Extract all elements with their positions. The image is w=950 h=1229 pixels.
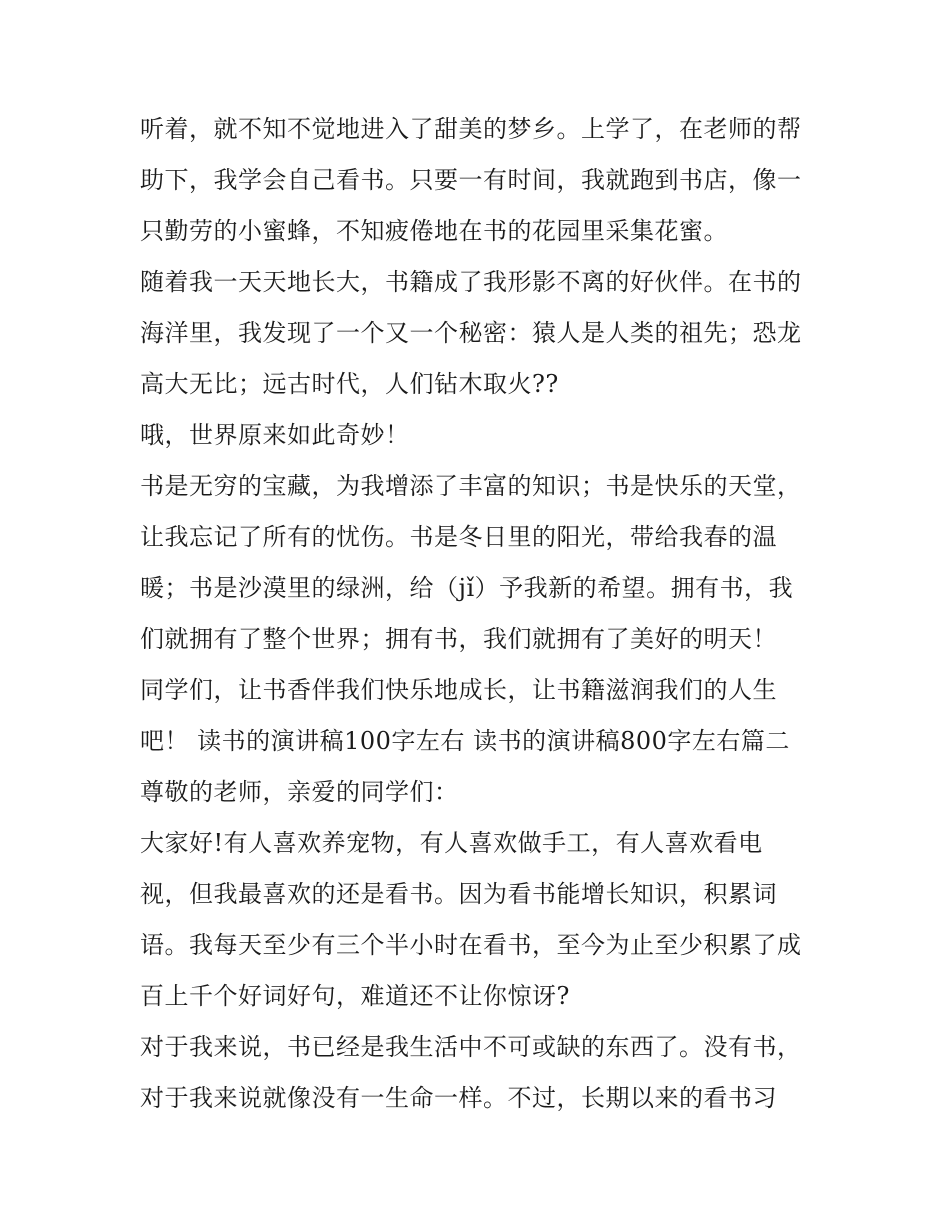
- text-line: 海洋里，我发现了一个又一个秘密：猿人是人类的祖先；恐龙: [140, 319, 802, 347]
- text-line: 吧！ 读书的演讲稿100字左右 读书的演讲稿800字左右篇二: [140, 727, 790, 755]
- text-line: 对于我来说就像没有一生命一样。不过，长期以来的看书习: [140, 1084, 777, 1112]
- text-line: 听着，就不知不觉地进入了甜美的梦乡。上学了，在老师的帮: [140, 115, 802, 143]
- text-line: 暖；书是沙漠里的绿洲，给（jǐ）予我新的希望。拥有书，我: [140, 574, 794, 602]
- text-line: 对于我来说，书已经是我生活中不可或缺的东西了。没有书，: [140, 1033, 802, 1061]
- text-line: 哦，世界原来如此奇妙！: [140, 421, 410, 449]
- text-line: 们就拥有了整个世界；拥有书，我们就拥有了美好的明天！: [140, 625, 777, 653]
- text-line: 助下，我学会自己看书。只要一有时间，我就跑到书店，像一: [140, 166, 802, 194]
- text-line: 高大无比；远古时代，人们钻木取火??: [140, 370, 559, 398]
- text-line: 只勤劳的小蜜蜂，不知疲倦地在书的花园里采集花蜜。: [140, 217, 728, 245]
- text-line: 语。我每天至少有三个半小时在看书，至今为止至少积累了成: [140, 931, 802, 959]
- text-line: 尊敬的老师，亲爱的同学们：: [140, 778, 459, 806]
- text-line: 随着我一天天地长大，书籍成了我形影不离的好伙伴。在书的: [140, 268, 802, 296]
- text-line: 让我忘记了所有的忧伤。书是冬日里的阳光，带给我春的温: [140, 523, 777, 551]
- text-line: 大家好!有人喜欢养宠物，有人喜欢做手工，有人喜欢看电: [140, 829, 763, 857]
- text-line: 视，但我最喜欢的还是看书。因为看书能增长知识，积累词: [140, 880, 777, 908]
- text-line: 同学们，让书香伴我们快乐地成长，让书籍滋润我们的人生: [140, 676, 777, 704]
- text-line: 书是无穷的宝藏，为我增添了丰富的知识；书是快乐的天堂，: [140, 472, 802, 500]
- text-line: 百上千个好词好句，难道还不让你惊讶?: [140, 982, 570, 1010]
